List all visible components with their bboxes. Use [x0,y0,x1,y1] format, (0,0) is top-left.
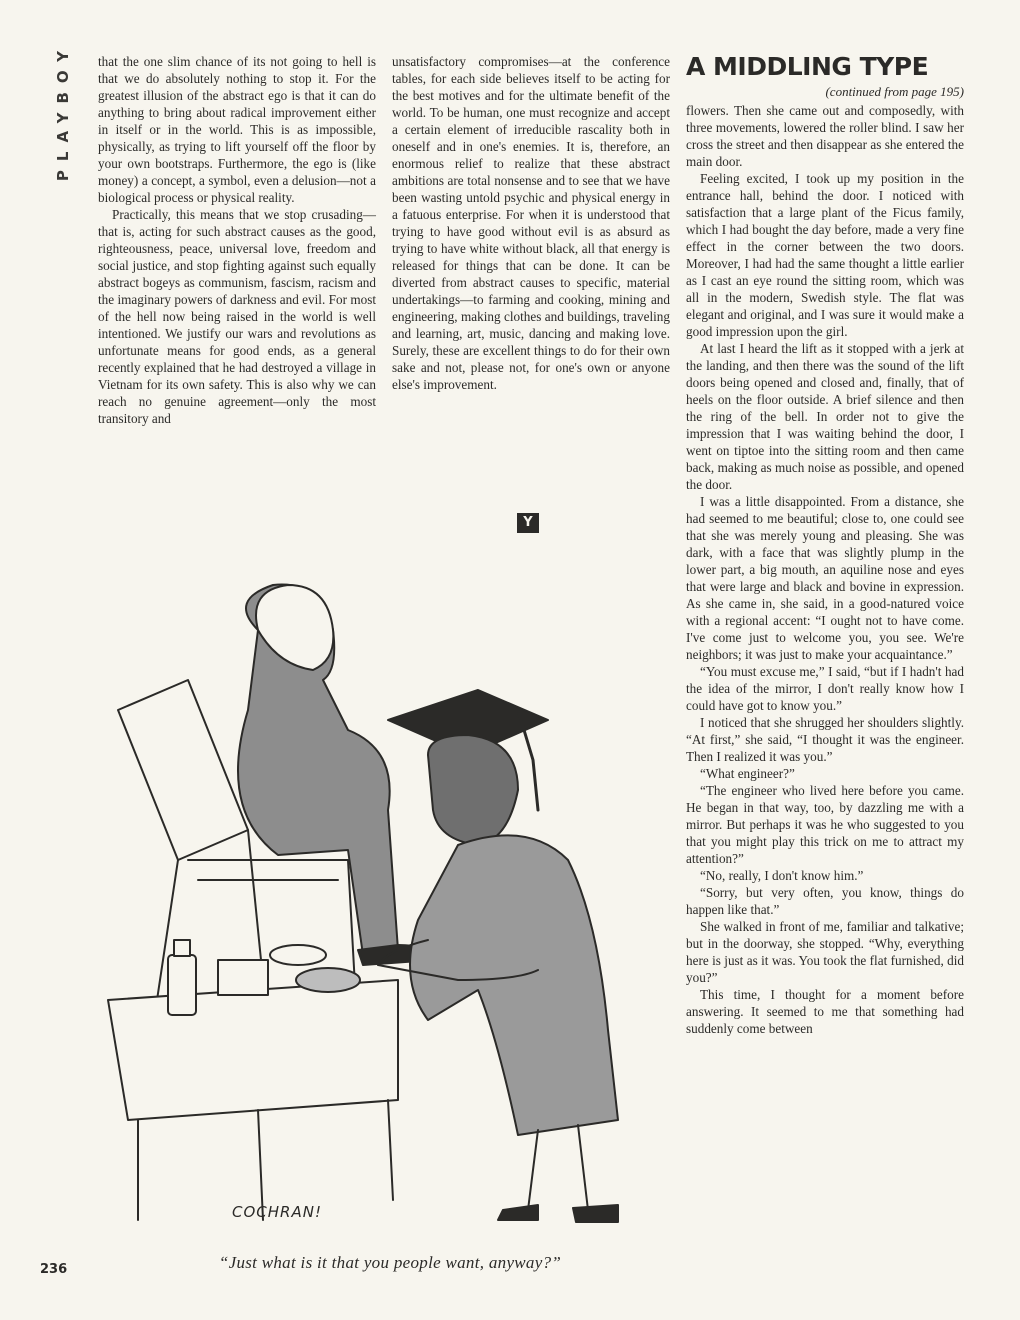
graduate-head [428,735,518,845]
article-paragraph: Practically, this means that we stop crusading—that is, acting for such abstract causes as the good, righteousness, peace, universal love, freedom and social justice, and stop fighting against such equally abstract bogeys as communism, fascism, racism and the imaginary powers of darkness and evil. For most of the hell now being raised in the world is well intentioned. We justify our wars and revolutions as unfortunate means for good ends, as a general recently explained that he had destroyed a village in Vietnam for its own safety. This is also why we can reach no genuine agreement—only the most transitory and [98,207,376,426]
graduate-shoes [498,1205,618,1222]
story-paragraph: “You must excuse me,” I said, “but if I hadn't had the idea of the mirror, I don't really know how I could have got to know you.” [686,664,964,713]
article-paragraph: that the one slim chance of its not going to hell is that we do absolutely nothing to stop it. For the greatest illusion of the abstract ego is that it can do anything to bring about radical improvement either in itself or in the world. This is as impossible, physically, as trying to lift yourself off the floor by your own bootstraps. Furthermore, the ego is (like money) a concept, a symbol, even a delusion—not a biological process or physical reality. [98,54,376,205]
cartoon-caption: “Just what is it that you people want, anyway?” [218,1253,562,1272]
polish-bottle [168,955,196,1015]
shine-box [108,980,398,1120]
story-column [686,102,964,1037]
story-paragraph: Feeling excited, I took up my position in the entrance hall, behind the door. I noticed with satisfaction that a large plant of the Ficus family, which I had bought the day before, made a very fine effect in the corner between the two doors. Moreover, I had had the same thought a little earlier as I cast an eye round the sitting room, which was all in the modern, Swedish style. The flat was elegant and original, and I was sure it would make a good impression upon the girl. [686,171,964,339]
graduate-gown [410,835,618,1135]
story-paragraph: This time, I thought for a moment before answering. It seemed to me that something had suddenly come between [686,987,964,1036]
story-paragraph: At last I heard the lift as it stopped with a jerk at the landing, and then there was the sound of the lift doors being opened and closed and, finally, that of heels on the floor outside. A brief silence and then the ring of the bell. In order not to give the impression that I was waiting behind the door, I went on tiptoe into the sitting room and then came back, making as much noise as possible, and opened the door. [686,341,964,492]
story-paragraph: She walked in front of me, familiar and talkative; but in the doorway, she stopped. “Why, everything here is just as it was. You took the flat furnished, did you?” [686,919,964,985]
story-paragraph: flowers. Then she came out and composedly, with three movements, lowered the roller blind. I saw her cross the street and then disappear as she entered the main door. [686,103,964,169]
graduate-legs [528,1125,588,1210]
polish-bottle-cap [174,940,190,956]
story-paragraph: I was a little disappointed. From a distance, she had seemed to me beautiful; close to, one could see that she was merely young and pleasing. She was dark, with a face that was slightly plump in the lower part, a big mouth, an aquiline nose and eyes that were large and black and bovine in expression. As she came in, she said, in a good-natured voice with a regional accent: “I ought not to have come. I've come just to welcome you, you see. We're neighbors; it was just to make your acquaintance.” [686,494,964,662]
story-headline: A MIDDLING TYPE [686,52,929,81]
story-paragraph: I noticed that she shrugged her shoulders slightly. “At first,” she said, “I thought it was the engineer. Then I realized it was you.” [686,715,964,764]
story-paragraph: “What engineer?” [700,766,795,781]
cartoon-illustration [98,560,678,1260]
end-mark-icon: Y [517,513,539,533]
page-number: 236 [40,1262,68,1277]
polish-tin-2 [270,945,326,965]
continued-note: (continued from page 195) [825,84,964,99]
article-column-2 [392,53,670,393]
story-paragraph: “Sorry, but very often, you know, things do happen like that.” [686,885,964,917]
polish-tin [296,968,360,992]
article-paragraph: unsatisfactory compromises—at the conference tables, for each side believes itself to be acting for the best motives and for the ultimate benefit of the world. To be human, one must recognize and accept a certain element of irreducible rascality both in oneself and in one's enemies. It is, therefore, an enormous relief to realize that these abstract ambitions are total nonsense and to see that we have been wasting untold psychic and physical energy in a fatuous enterprise. For when it is understood that trying to have good without evil is as absurd as trying to have white without black, all that energy is released for things that can be done. It can be diverted from abstract causes to specific, material undertakings—to farming and cooking, mining and engineering, making clothes and buildings, traveling and learning, art, music, dancing and making love. Surely, these are excellent things to do for their own sake and not, please not, for one's own or anyone else's improvement. [392,54,670,392]
shine-box-legs [138,1100,393,1220]
article-column-1 [98,53,376,427]
magazine-sidebar-word: PLAYBOY [54,42,72,182]
story-paragraph: “No, really, I don't know him.” [700,868,864,883]
chair-back [118,680,248,860]
story-paragraph: “The engineer who lived here before you came. He began in that way, too, by dazzling me with a mirror. But perhaps it was he who suggested to you that you might play this trick on me to attract my attention?” [686,783,964,866]
artist-signature: COCHRAN! [232,1203,322,1221]
shine-brush [218,960,268,995]
